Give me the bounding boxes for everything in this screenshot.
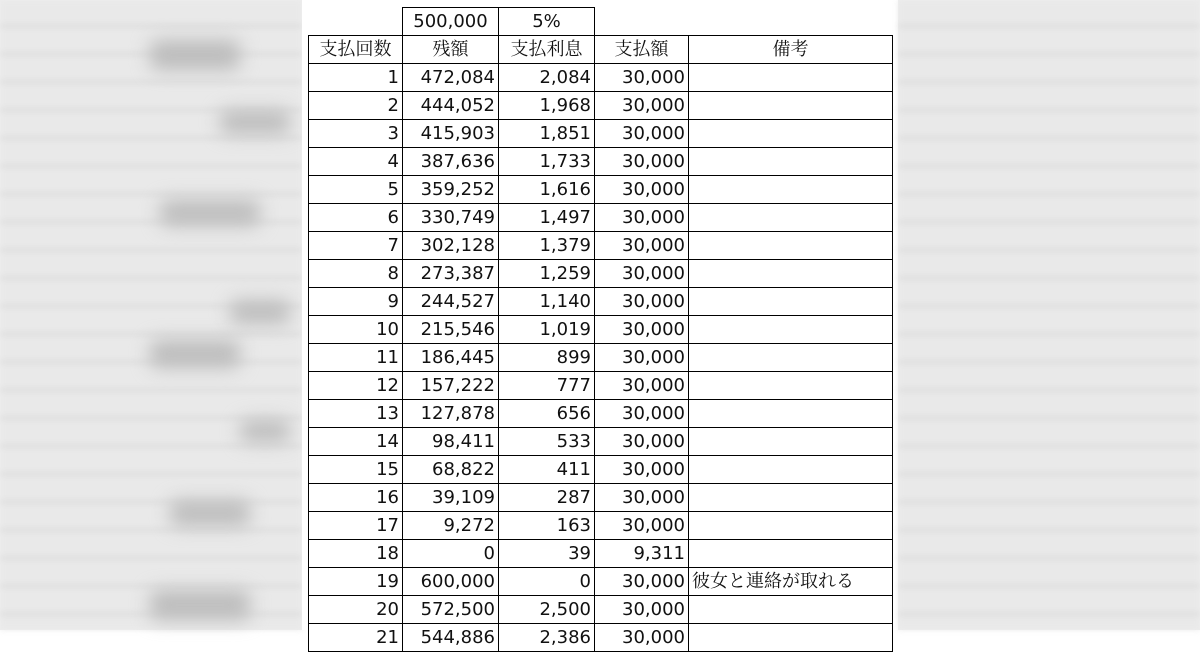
interest-cell[interactable]: 287: [499, 484, 595, 512]
header-row: [309, 36, 893, 64]
payment-cell[interactable]: 30,000: [595, 92, 689, 120]
balance-cell[interactable]: 472,084: [403, 64, 499, 92]
interest-cell[interactable]: 2,500: [499, 596, 595, 624]
table-row: [309, 400, 893, 428]
note-cell[interactable]: [689, 64, 893, 92]
payment-cell[interactable]: 30,000: [595, 456, 689, 484]
payment-count-cell[interactable]: 8: [309, 260, 403, 288]
loan-table: [308, 7, 893, 652]
note-cell[interactable]: [689, 260, 893, 288]
payment-cell[interactable]: 30,000: [595, 316, 689, 344]
empty-cell[interactable]: [689, 8, 893, 36]
interest-cell[interactable]: 1,497: [499, 204, 595, 232]
payment-count-cell[interactable]: 11: [309, 344, 403, 372]
table-row: [309, 148, 893, 176]
payment-cell[interactable]: 30,000: [595, 120, 689, 148]
balance-cell[interactable]: 273,387: [403, 260, 499, 288]
interest-cell[interactable]: 899: [499, 344, 595, 372]
payment-cell[interactable]: 30,000: [595, 260, 689, 288]
balance-cell[interactable]: 302,128: [403, 232, 499, 260]
payment-cell[interactable]: 9,311: [595, 540, 689, 568]
balance-cell[interactable]: 186,445: [403, 344, 499, 372]
table-row: [309, 512, 893, 540]
blurred-background-left: [0, 0, 302, 630]
payment-cell[interactable]: 30,000: [595, 176, 689, 204]
payment-cell[interactable]: 30,000: [595, 512, 689, 540]
payment-cell[interactable]: 30,000: [595, 232, 689, 260]
table-row: [309, 260, 893, 288]
note-cell[interactable]: [689, 596, 893, 624]
payment-cell[interactable]: 30,000: [595, 64, 689, 92]
note-cell[interactable]: [689, 148, 893, 176]
payment-cell[interactable]: 30,000: [595, 400, 689, 428]
interest-cell[interactable]: 777: [499, 372, 595, 400]
table-row: [309, 288, 893, 316]
payment-cell[interactable]: 30,000: [595, 428, 689, 456]
payment-cell[interactable]: 30,000: [595, 596, 689, 624]
balance-cell[interactable]: 600,000: [403, 568, 499, 596]
interest-cell[interactable]: 0: [499, 568, 595, 596]
empty-cell[interactable]: [309, 8, 403, 36]
table-row: [309, 484, 893, 512]
balance-cell[interactable]: 157,222: [403, 372, 499, 400]
input-row: [309, 8, 893, 36]
payment-count-cell[interactable]: 12: [309, 372, 403, 400]
payment-count-cell[interactable]: 15: [309, 456, 403, 484]
header-balance[interactable]: 残額: [403, 36, 499, 64]
note-cell[interactable]: [689, 624, 893, 652]
payment-count-cell[interactable]: 14: [309, 428, 403, 456]
table-row: [309, 568, 893, 596]
header-interest[interactable]: 支払利息: [499, 36, 595, 64]
table-row: [309, 232, 893, 260]
payment-count-cell[interactable]: 4: [309, 148, 403, 176]
balance-cell[interactable]: 444,052: [403, 92, 499, 120]
blurred-background-right: [898, 0, 1200, 630]
balance-cell[interactable]: 215,546: [403, 316, 499, 344]
balance-cell[interactable]: 9,272: [403, 512, 499, 540]
interest-cell[interactable]: 2,084: [499, 64, 595, 92]
note-cell[interactable]: [689, 92, 893, 120]
empty-cell[interactable]: [595, 8, 689, 36]
balance-cell[interactable]: 127,878: [403, 400, 499, 428]
payment-cell[interactable]: 30,000: [595, 148, 689, 176]
balance-cell[interactable]: 544,886: [403, 624, 499, 652]
table-row: [309, 120, 893, 148]
balance-cell[interactable]: 68,822: [403, 456, 499, 484]
interest-cell[interactable]: 1,733: [499, 148, 595, 176]
payment-cell[interactable]: 30,000: [595, 344, 689, 372]
note-cell[interactable]: [689, 372, 893, 400]
payment-cell[interactable]: 30,000: [595, 624, 689, 652]
table-row: [309, 596, 893, 624]
interest-cell[interactable]: 39: [499, 540, 595, 568]
table-row: [309, 204, 893, 232]
payment-cell[interactable]: 30,000: [595, 288, 689, 316]
balance-cell[interactable]: 244,527: [403, 288, 499, 316]
note-cell[interactable]: [689, 120, 893, 148]
balance-cell[interactable]: 387,636: [403, 148, 499, 176]
note-cell[interactable]: [689, 400, 893, 428]
spreadsheet: [302, 0, 898, 648]
balance-cell[interactable]: 330,749: [403, 204, 499, 232]
note-cell[interactable]: [689, 232, 893, 260]
note-cell[interactable]: [689, 540, 893, 568]
note-cell[interactable]: [689, 484, 893, 512]
interest-cell[interactable]: 411: [499, 456, 595, 484]
payment-count-cell[interactable]: 13: [309, 400, 403, 428]
payment-cell[interactable]: 30,000: [595, 568, 689, 596]
payment-count-cell[interactable]: 1: [309, 64, 403, 92]
table-row: [309, 92, 893, 120]
note-cell[interactable]: [689, 316, 893, 344]
payment-count-cell[interactable]: 10: [309, 316, 403, 344]
note-cell[interactable]: [689, 512, 893, 540]
note-cell[interactable]: [689, 344, 893, 372]
interest-cell[interactable]: 163: [499, 512, 595, 540]
payment-count-cell[interactable]: 17: [309, 512, 403, 540]
table-row: [309, 540, 893, 568]
interest-cell[interactable]: 656: [499, 400, 595, 428]
payment-count-cell[interactable]: 16: [309, 484, 403, 512]
interest-cell[interactable]: 1,140: [499, 288, 595, 316]
payment-count-cell[interactable]: 20: [309, 596, 403, 624]
table-row: [309, 176, 893, 204]
payment-count-cell[interactable]: 18: [309, 540, 403, 568]
note-cell[interactable]: [689, 204, 893, 232]
interest-cell[interactable]: 1,259: [499, 260, 595, 288]
interest-cell[interactable]: 2,386: [499, 624, 595, 652]
balance-cell[interactable]: 39,109: [403, 484, 499, 512]
table-row: [309, 456, 893, 484]
rate-cell[interactable]: 5%: [499, 8, 595, 36]
balance-cell[interactable]: 572,500: [403, 596, 499, 624]
table-row: [309, 344, 893, 372]
interest-cell[interactable]: 1,019: [499, 316, 595, 344]
payment-count-cell[interactable]: 7: [309, 232, 403, 260]
header-payment-count[interactable]: 支払回数: [309, 36, 403, 64]
interest-cell[interactable]: 1,616: [499, 176, 595, 204]
payment-count-cell[interactable]: 19: [309, 568, 403, 596]
note-cell[interactable]: [689, 456, 893, 484]
payment-count-cell[interactable]: 5: [309, 176, 403, 204]
note-cell[interactable]: [689, 176, 893, 204]
header-notes[interactable]: 備考: [689, 36, 893, 64]
note-cell[interactable]: [689, 288, 893, 316]
payment-count-cell[interactable]: 21: [309, 624, 403, 652]
table-row: [309, 372, 893, 400]
note-cell[interactable]: [689, 428, 893, 456]
payment-cell[interactable]: 30,000: [595, 484, 689, 512]
interest-cell[interactable]: 533: [499, 428, 595, 456]
payment-count-cell[interactable]: 9: [309, 288, 403, 316]
interest-cell[interactable]: 1,851: [499, 120, 595, 148]
interest-cell[interactable]: 1,968: [499, 92, 595, 120]
balance-cell[interactable]: 0: [403, 540, 499, 568]
payment-cell[interactable]: 30,000: [595, 204, 689, 232]
note-cell[interactable]: 彼女と連絡が取れる: [689, 568, 893, 596]
payment-count-cell[interactable]: 6: [309, 204, 403, 232]
interest-cell[interactable]: 1,379: [499, 232, 595, 260]
payment-cell[interactable]: 30,000: [595, 372, 689, 400]
table-row: [309, 316, 893, 344]
payment-count-cell[interactable]: 3: [309, 120, 403, 148]
balance-cell[interactable]: 98,411: [403, 428, 499, 456]
principal-cell[interactable]: 500,000: [403, 8, 499, 36]
balance-cell[interactable]: 359,252: [403, 176, 499, 204]
table-row: [309, 428, 893, 456]
table-row: [309, 624, 893, 652]
header-payment[interactable]: 支払額: [595, 36, 689, 64]
table-row: [309, 64, 893, 92]
balance-cell[interactable]: 415,903: [403, 120, 499, 148]
payment-count-cell[interactable]: 2: [309, 92, 403, 120]
